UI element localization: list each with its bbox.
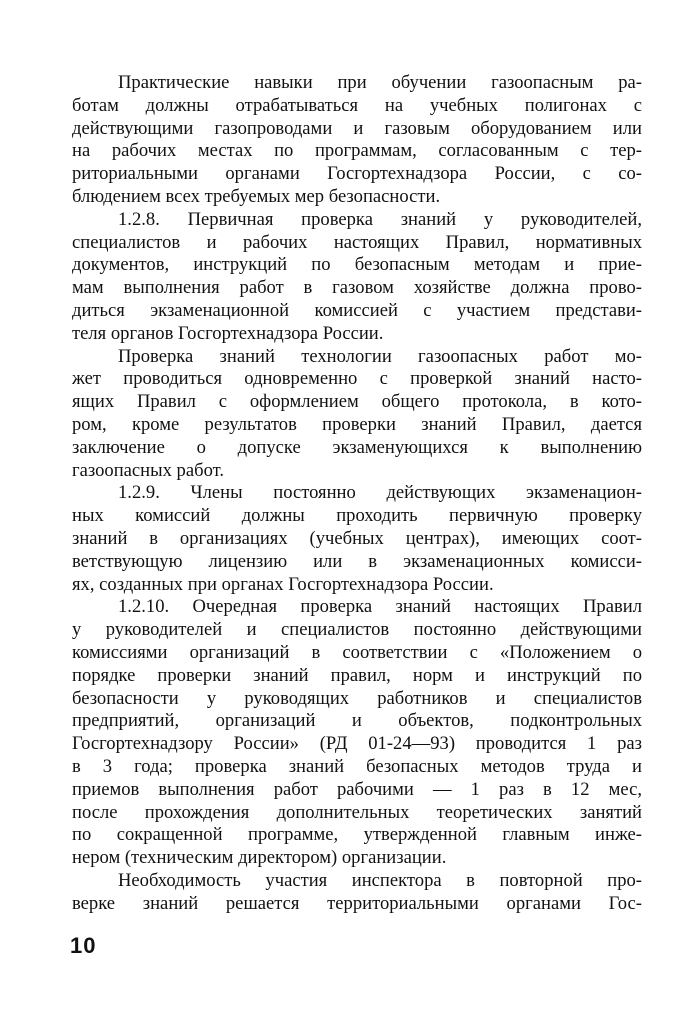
text-line: блюдением всех требуемых мер безопасности.	[72, 185, 441, 207]
text-line: заключение о допуске экзаменующихся к выполнению	[72, 436, 642, 458]
text-line: жет проводиться одновременно с проверкой знаний насто-	[72, 368, 642, 390]
text-line: приемов выполнения работ рабочими — 1 раз в 12 мес,	[72, 778, 642, 800]
text-line: на рабочих местах по программам, согласованным с тер-	[72, 140, 642, 162]
text-line: мам выполнения работ в газовом хозяйстве должна прово-	[72, 277, 642, 299]
text-line: действующими газопроводами и газовым оборудованием или	[72, 117, 642, 139]
paragraph-knowledge-check	[72, 346, 642, 483]
text-line: предприятий, организаций и объектов, подконтрольных	[72, 710, 642, 732]
text-line: диться экзаменационной комиссией с участием представи-	[72, 299, 642, 321]
text-line: в 3 года; проверка знаний безопасных методов труда и	[72, 755, 642, 777]
paragraph-1-2-9	[72, 482, 642, 596]
text-line: 1.2.10. Очередная проверка знаний настоящих Правил	[118, 596, 642, 618]
paragraph-inspector-participation	[72, 870, 642, 916]
text-line: 1.2.9. Члены постоянно действующих экзаменацион-	[118, 482, 642, 504]
paragraph-1-2-10	[72, 596, 642, 870]
text-line: нером (техническим директором) организации.	[72, 847, 447, 869]
paragraph-1-2-8	[72, 209, 642, 346]
text-line: ящих Правил с оформлением общего протокола, в кото-	[72, 391, 642, 413]
text-line: у руководителей и специалистов постоянно действующими	[72, 619, 642, 641]
text-line: Госгортехнадзору России» (РД 01-24—93) проводится 1 раз	[72, 733, 642, 755]
text-line: Проверка знаний технологии газоопасных работ мо-	[118, 345, 642, 367]
text-line: ветствующую лицензию или в экзаменационных комисси-	[72, 550, 642, 572]
text-line: знаний в организациях (учебных центрах), имеющих соот-	[72, 527, 642, 549]
text-line: безопасности у руководящих работников и специалистов	[72, 687, 642, 709]
text-line: риториальными органами Госгортехнадзора России, с со-	[72, 163, 642, 185]
text-line: комиссиями организаций в соответствии с «Положением о	[72, 641, 642, 663]
text-line: специалистов и рабочих настоящих Правил, нормативных	[72, 231, 642, 253]
text-line: Необходимость участия инспектора в повторной про-	[118, 869, 642, 891]
text-line: ных комиссий должны проходить первичную проверку	[72, 505, 642, 527]
body-text	[72, 72, 642, 915]
text-line: теля органов Госгортехнадзора России.	[72, 322, 384, 344]
text-line: ром, кроме результатов проверки знаний Правил, дается	[72, 413, 642, 435]
text-line: после прохождения дополнительных теоретических занятий	[72, 801, 642, 823]
text-line: документов, инструкций по безопасным методам и прие-	[72, 254, 642, 276]
text-line: ях, созданных при органах Госгортехнадзора России.	[72, 573, 494, 595]
text-line: 1.2.8. Первичная проверка знаний у руководителей,	[118, 208, 642, 230]
page-number: 10	[70, 933, 97, 958]
text-line: порядке проверки знаний правил, норм и инструкций по	[72, 664, 642, 686]
text-line: верке знаний решается территориальными органами Гос-	[72, 892, 642, 914]
paragraph-practical-skills	[72, 72, 642, 209]
text-line: по сокращенной программе, утвержденной главным инже-	[72, 824, 642, 846]
text-line: газоопасных работ.	[72, 459, 224, 481]
text-line: ботам должны отрабатываться на учебных полигонах с	[72, 94, 642, 116]
text-line: Практические навыки при обучении газоопасным ра-	[118, 72, 642, 93]
